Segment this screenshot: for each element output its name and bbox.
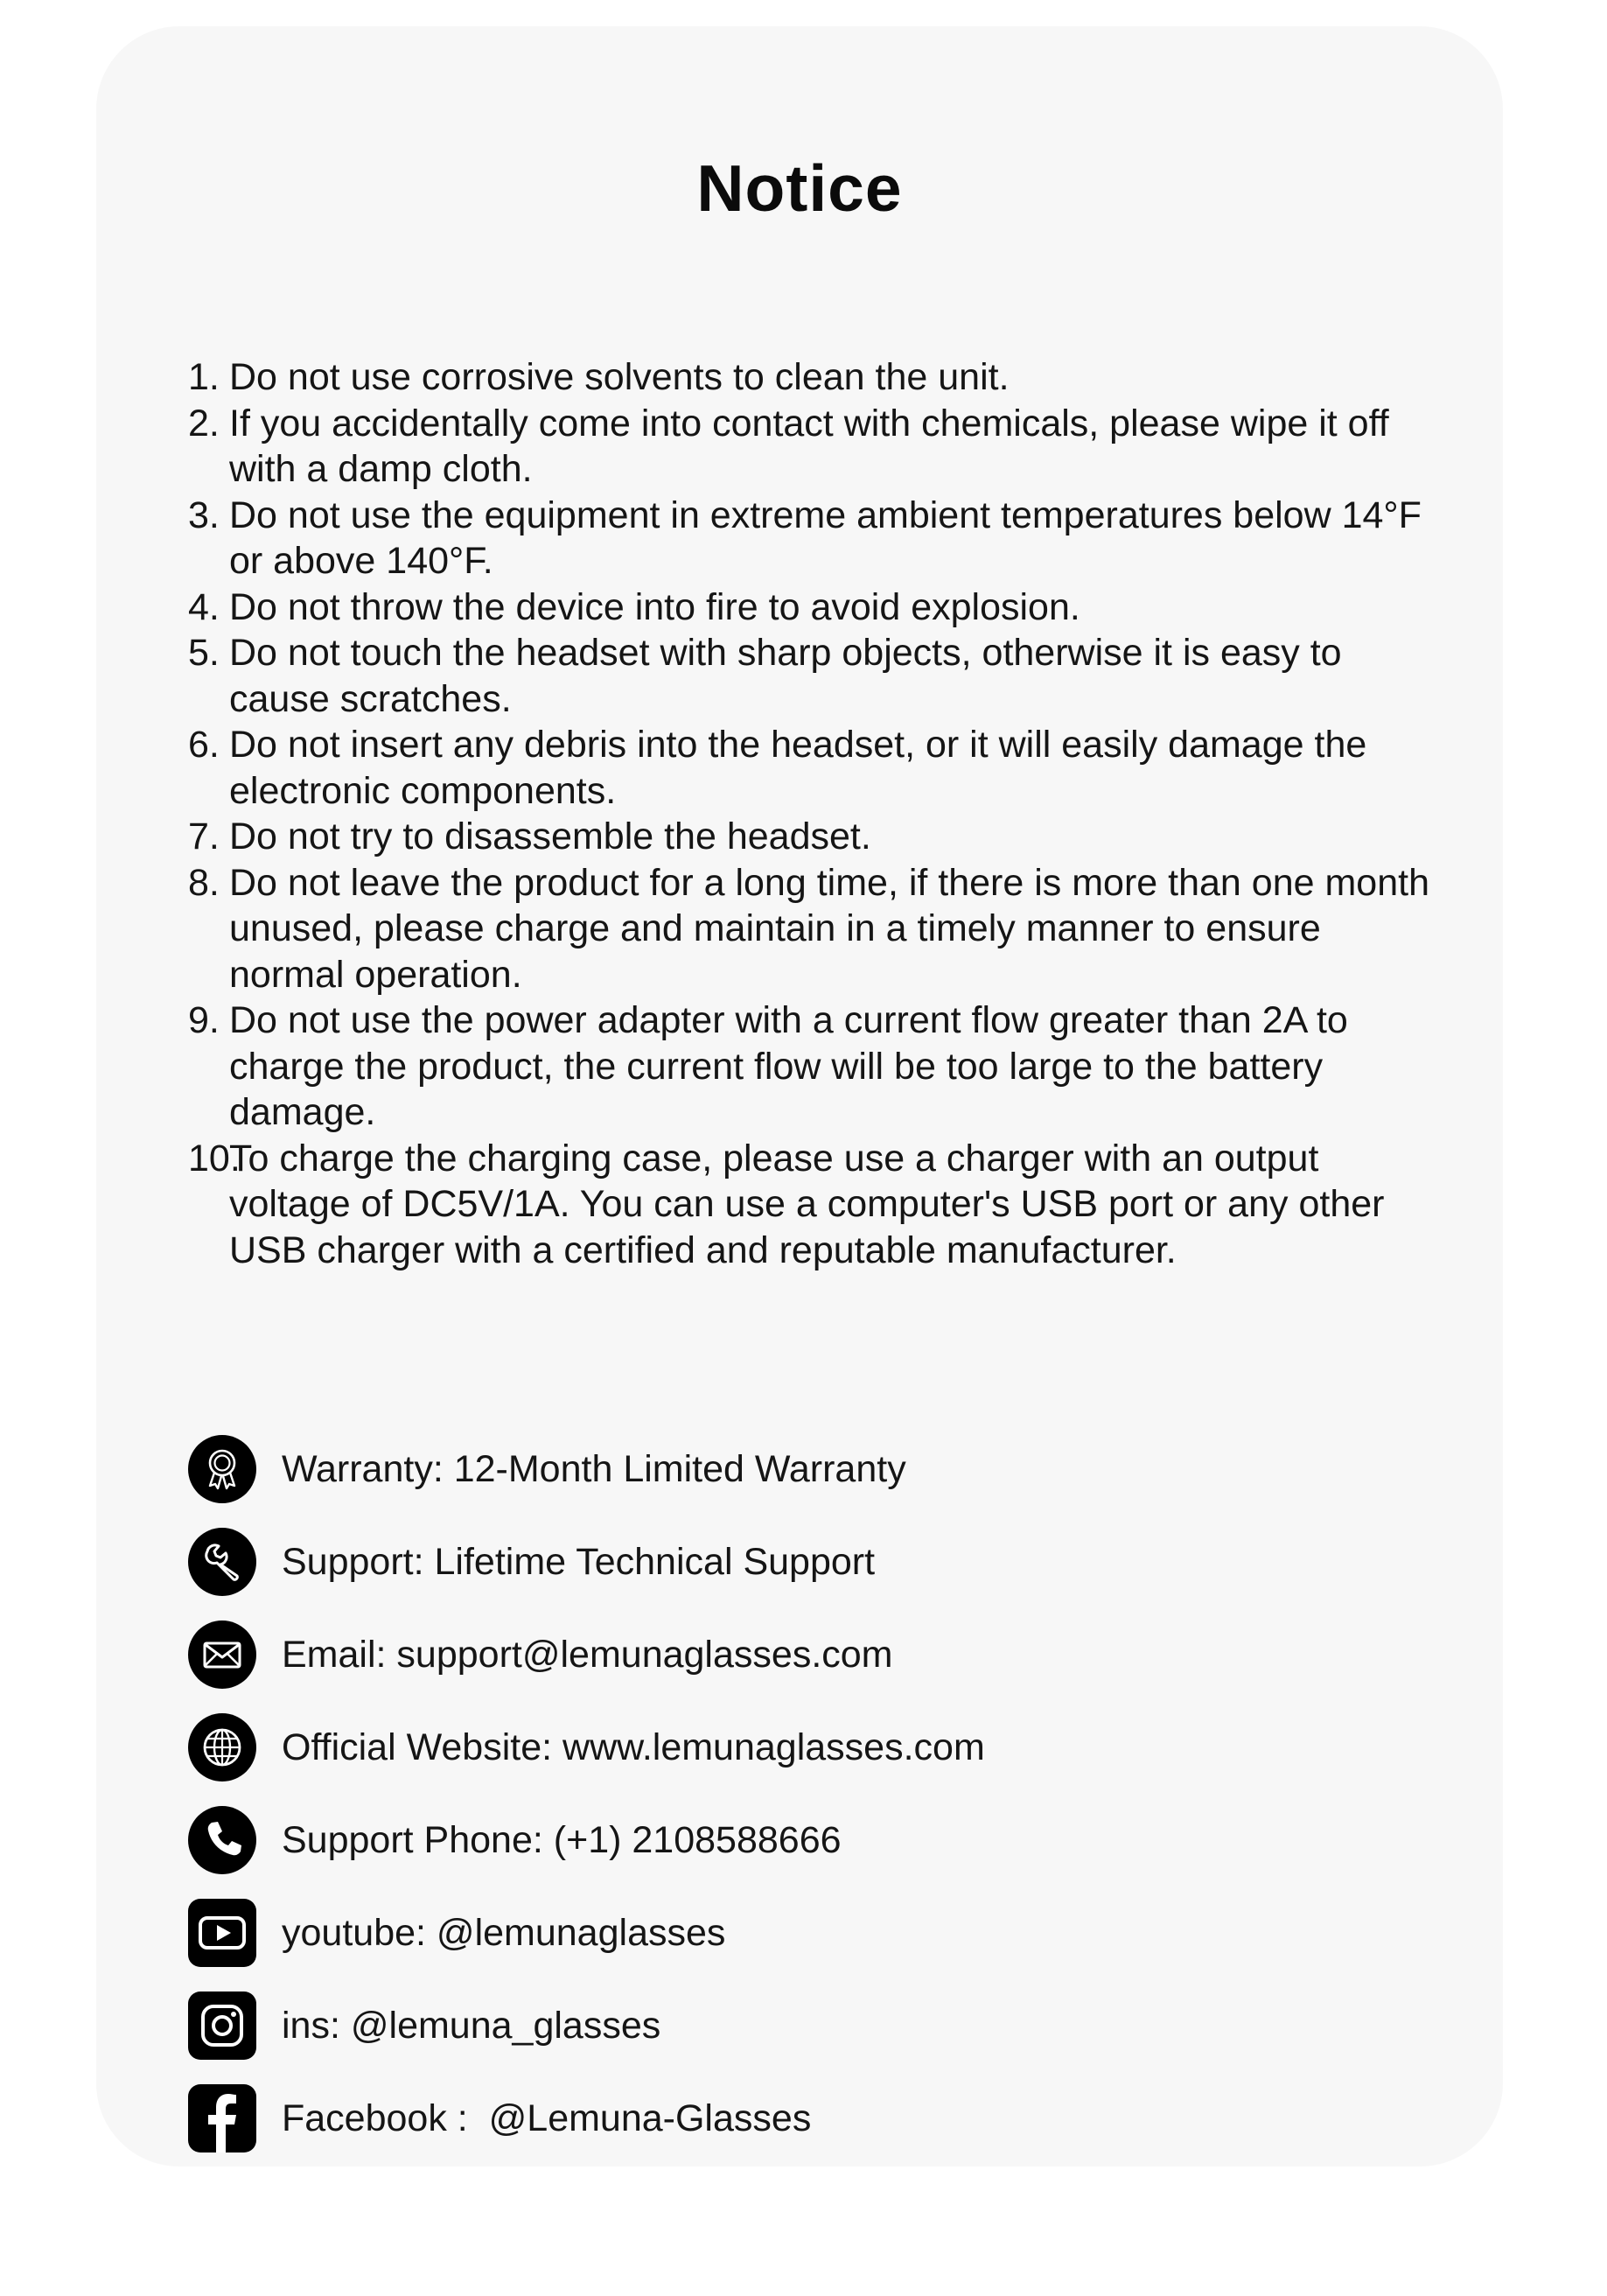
notice-item <box>188 630 1430 722</box>
notice-list <box>188 354 1430 1273</box>
contact-warranty <box>188 1435 1413 1528</box>
notice-text: Do not throw the device into fire to avoid explosion. <box>229 585 1080 628</box>
globe-icon <box>188 1713 256 1782</box>
contact-support-text: Support: Lifetime Technical Support <box>282 1541 876 1583</box>
notice-text: Do not use the equipment in extreme ambient temperatures below 14°F or above 140°F. <box>229 494 1422 582</box>
contact-phone <box>188 1806 1413 1899</box>
warranty-badge-icon <box>188 1435 256 1503</box>
contact-warranty-text: Warranty: 12-Month Limited Warranty <box>282 1448 906 1490</box>
notice-number: 2. <box>188 402 220 444</box>
notice-number: 3. <box>188 494 220 536</box>
wrench-icon <box>188 1528 256 1596</box>
contact-email <box>188 1620 1413 1713</box>
phone-icon <box>188 1806 256 1874</box>
notice-item <box>188 401 1430 493</box>
contact-instagram-text[interactable]: ins: @lemuna_glasses <box>282 2005 661 2047</box>
contact-list <box>188 1435 1413 2177</box>
notice-text: Do not insert any debris into the headset, or it will easily damage the electronic components. <box>229 724 1367 812</box>
notice-text: If you accidentally come into contact with chemicals, please wipe it off with a damp cloth. <box>229 402 1389 490</box>
contact-website-text[interactable]: Official Website: www.lemunaglasses.com <box>282 1726 985 1768</box>
notice-number: 7. <box>188 816 220 858</box>
page-title: Notice <box>696 151 903 225</box>
youtube-icon <box>188 1899 256 1967</box>
contact-phone-text[interactable]: Support Phone: (+1) 2108588666 <box>282 1819 842 1861</box>
contact-website <box>188 1713 1413 1806</box>
facebook-icon <box>188 2084 256 2152</box>
contact-facebook <box>188 2084 1413 2177</box>
notice-text: Do not leave the product for a long time, if there is more than one month unused, please charge and maintain in a timely manner to ensure normal operation. <box>229 861 1429 996</box>
notice-number: 10. <box>188 1137 241 1180</box>
notice-item <box>188 1136 1430 1274</box>
notice-item <box>188 722 1430 814</box>
envelope-icon <box>188 1620 256 1689</box>
notice-item <box>188 584 1430 631</box>
notice-text: Do not touch the headset with sharp objects, otherwise it is easy to cause scratches. <box>229 632 1342 720</box>
notice-number: 9. <box>188 999 220 1041</box>
notice-number: 8. <box>188 861 220 904</box>
notice-number: 6. <box>188 724 220 766</box>
notice-item <box>188 493 1430 584</box>
notice-item <box>188 998 1430 1136</box>
notice-text: To charge the charging case, please use a charger with an output voltage of DC5V/1A. You can use a computer's USB port or any other USB charger with a certified and reputable manufacturer. <box>229 1137 1385 1271</box>
notice-number: 4. <box>188 585 220 628</box>
notice-item <box>188 860 1430 998</box>
contact-facebook-text[interactable]: Facebook : @Lemuna-Glasses <box>282 2097 812 2139</box>
notice-text: Do not try to disassemble the headset. <box>229 816 871 858</box>
notice-card <box>96 26 1503 2166</box>
notice-text: Do not use the power adapter with a current flow greater than 2A to charge the product, the current flow will be too large to the battery damage. <box>229 999 1348 1133</box>
notice-item <box>188 354 1430 401</box>
notice-number: 1. <box>188 356 220 398</box>
notice-item <box>188 814 1430 860</box>
contact-support <box>188 1528 1413 1620</box>
contact-youtube <box>188 1899 1413 1992</box>
contact-email-text[interactable]: Email: support@lemunaglasses.com <box>282 1634 893 1676</box>
contact-instagram <box>188 1992 1413 2084</box>
notice-number: 5. <box>188 632 220 674</box>
notice-text: Do not use corrosive solvents to clean the unit. <box>229 356 1010 398</box>
instagram-icon <box>188 1992 256 2060</box>
contact-youtube-text[interactable]: youtube: @lemunaglasses <box>282 1912 726 1954</box>
